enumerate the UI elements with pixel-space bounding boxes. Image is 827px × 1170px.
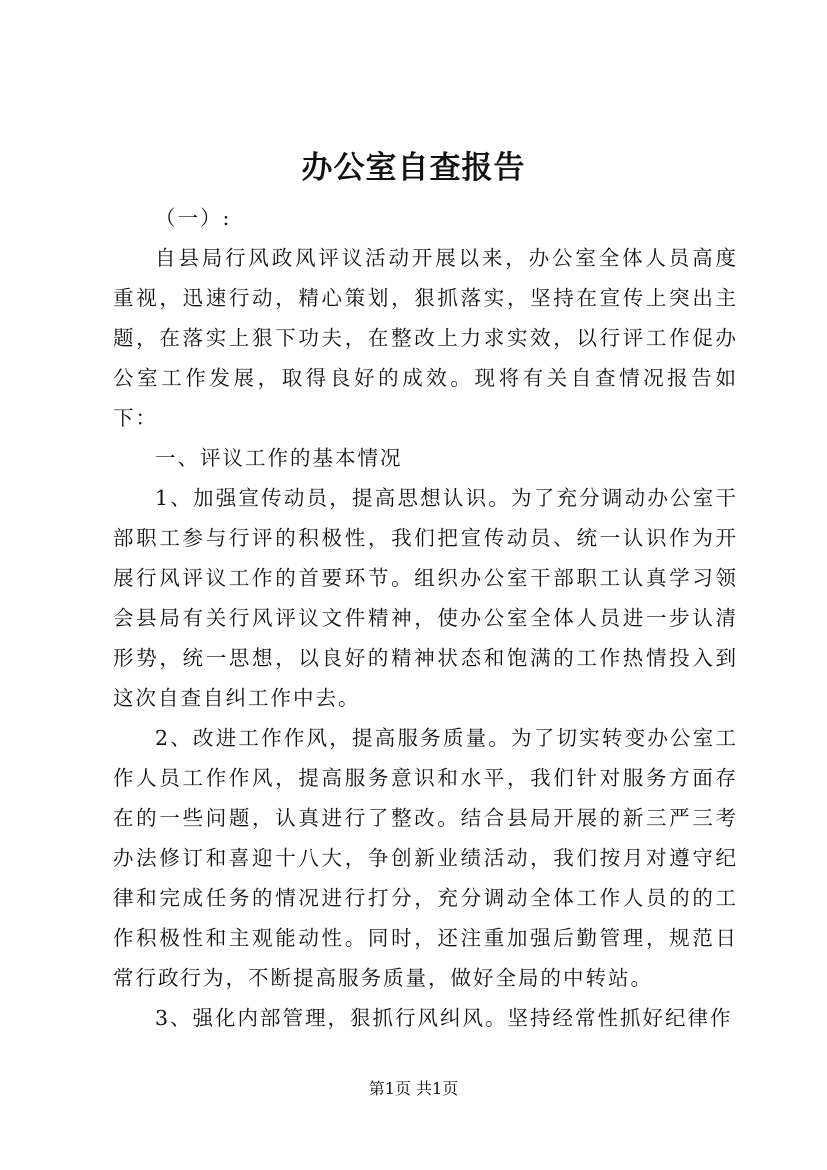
paragraph-item-1: 1、加强宣传动员，提高思想认识。为了充分调动办公室干部职工参与行评的积极性，我们把宣传动员、统一认识作为开展行风评议工作的首要环节。组织办公室干部职工认真学习领会县局有关行风评议文件精神，使办公室全体人员进一步认清形势，统一思想，以良好的精神状态和饱满的工作热情投入到这次自查自纠工作中去。 (113, 486, 738, 710)
paragraph-item-2: 2、改进工作作风，提高服务质量。为了切实转变办公室工作人员工作作风，提高服务意识和水平，我们针对服务方面存在的一些问题，认真进行了整改。结合县局开展的新三严三考办法修订和喜迎十八大，争创新业绩活动，我们按月对遵守纪律和完成任务的情况进行打分，充分调动全体工作人员的的工作积极性和主观能动性。同时，还注重加强后勤管理，规范日常行政行为，不断提高服务质量，做好全局的中转站。 (113, 726, 738, 990)
paragraph-intro: 自县局行风政风评议活动开展以来，办公室全体人员高度重视，迅速行动，精心策划，狠抓落实，坚持在宣传上突出主题，在落实上狠下功夫，在整改上力求实效，以行评工作促办公室工作发展，取得良好的成效。现将有关自查情况报告如下： (113, 246, 738, 430)
document-body (113, 198, 738, 1038)
page-footer: 第1页 共1页 (368, 1079, 459, 1098)
document-title: 办公室自查报告 (301, 150, 526, 186)
section-heading: 一、评议工作的基本情况 (155, 446, 403, 470)
document-subtitle: （一）: (155, 206, 232, 230)
paragraph-item-3: 3、强化内部管理，狠抓行风纠风。坚持经常性抓好纪律作 (155, 1006, 733, 1030)
